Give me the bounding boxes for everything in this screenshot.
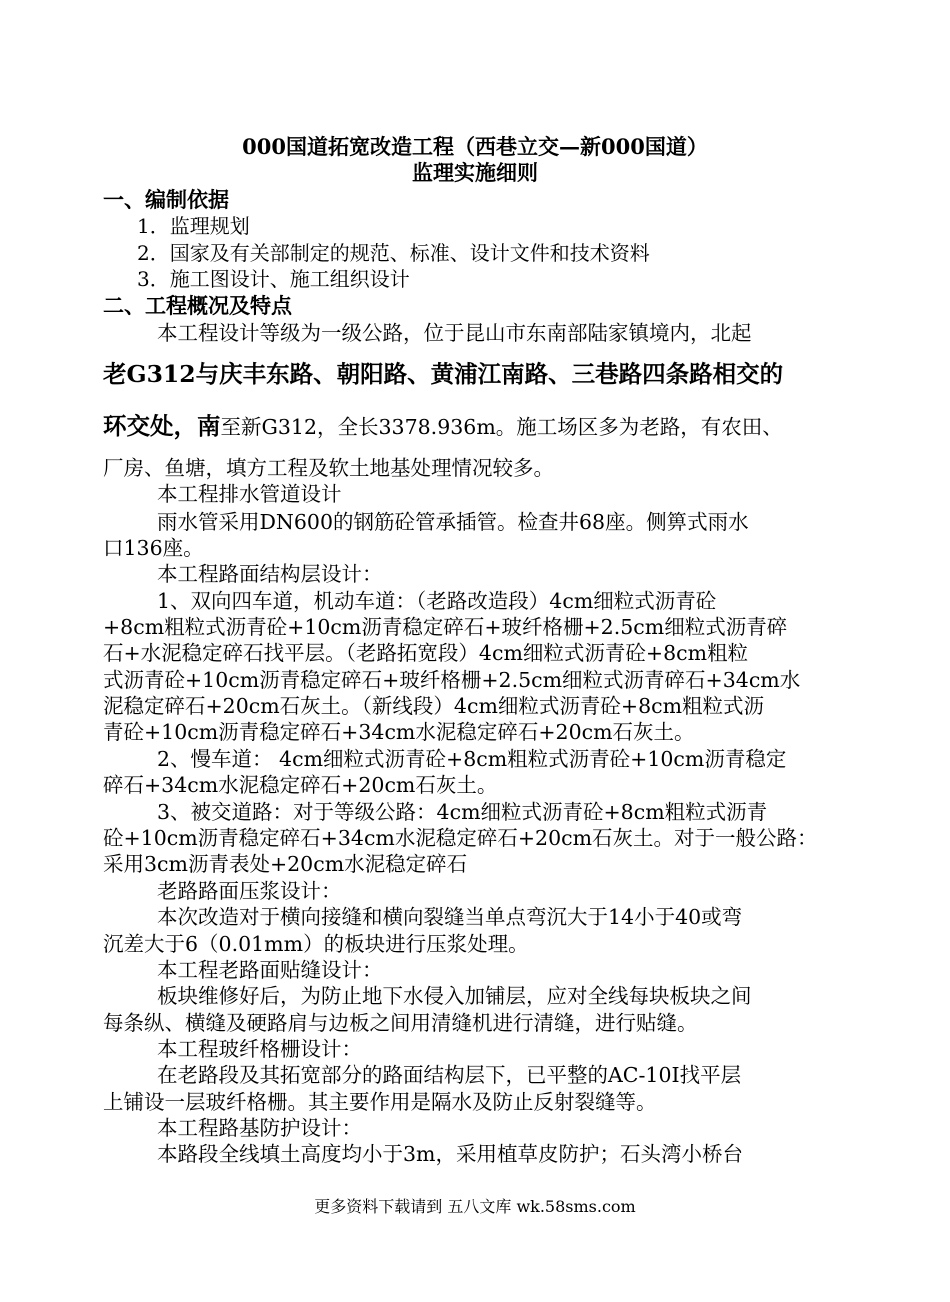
section-heading-overview: 二、工程概况及特点	[103, 293, 292, 318]
footer-link-text: 更多资料下载请到 五八文库 wk.58sms.com	[314, 1197, 636, 1216]
paragraph-line: 沉差大于6（0.01mm）的板块进行压浆处理。	[103, 932, 529, 956]
paragraph-line: +8cm粗粒式沥青砼+10cm沥青稳定碎石+玻纤格栅+2.5cm细粒式沥青碎	[103, 615, 788, 639]
paragraph-line: 泥稳定碎石+20cm石灰土。（新线段）4cm细粒式沥青砼+8cm粗粒式沥	[103, 694, 765, 718]
section-heading-basis: 一、编制依据	[103, 187, 229, 212]
paragraph-line: 本工程路面结构层设计：	[157, 562, 383, 586]
basis-item: 3．施工图设计、施工组织设计	[137, 267, 410, 291]
paragraph-line: 碎石+34cm水泥稳定碎石+20cm石灰土。	[103, 773, 498, 797]
paragraph-line: 雨水管采用DN600的钢筋砼管承插管。检查井68座。侧箅式雨水	[157, 510, 749, 534]
paragraph-line: 本路段全线填土高度均小于3m，采用植草皮防护；石头湾小桥台	[157, 1142, 743, 1166]
paragraph-line: 本工程玻纤格栅设计：	[157, 1037, 362, 1061]
paragraph-line: 本工程排水管道设计	[157, 482, 342, 506]
paragraph-line: 口136座。	[103, 536, 204, 560]
paragraph-line: 本工程老路面贴缝设计：	[157, 958, 383, 982]
paragraph-line: 老路路面压浆设计：	[157, 879, 342, 903]
paragraph-line: 式沥青砼+10cm沥青稳定碎石+玻纤格栅+2.5cm细粒式沥青碎石+34cm水	[103, 668, 801, 692]
basis-item: 1．监理规划	[137, 214, 250, 238]
paragraph-line: 老G312与庆丰东路、朝阳路、黄浦江南路、三巷路四条路相交的	[103, 360, 784, 388]
paragraph-bold-text: 环交处，南	[103, 412, 221, 440]
basis-item: 2．国家及有关部制定的规范、标准、设计文件和技术资料	[137, 241, 650, 265]
paragraph-line: 砼+10cm沥青稳定碎石+34cm水泥稳定碎石+20cm石灰土。对于一般公路：	[103, 826, 818, 850]
paragraph-line: 板块维修好后，为防止地下水侵入加铺层，应对全线每块板块之间	[157, 984, 752, 1008]
paragraph-line: 本工程路基防护设计：	[157, 1116, 362, 1140]
paragraph-line: 石+水泥稳定碎石找平层。（老路拓宽段）4cm细粒式沥青砼+8cm粗粒	[103, 641, 749, 665]
paragraph-line: 采用3cm沥青表处+20cm水泥稳定碎石	[103, 852, 468, 876]
paragraph-line: 本工程设计等级为一级公路，位于昆山市东南部陆家镇境内，北起	[157, 321, 752, 345]
paragraph-line: 青砼+10cm沥青稳定碎石+34cm水泥稳定碎石+20cm石灰土。	[103, 720, 695, 744]
paragraph-line: 上铺设一层玻纤格栅。其主要作用是隔水及防止反射裂缝等。	[103, 1090, 657, 1114]
paragraph-line: 每条纵、横缝及硬路肩与边板之间用清缝机进行清缝，进行贴缝。	[103, 1011, 698, 1035]
paragraph-line: 在老路段及其拓宽部分的路面结构层下，已平整的AC-10Ⅰ找平层	[157, 1063, 742, 1087]
paragraph-line: 2、慢车道： 4cm细粒式沥青砼+8cm粗粒式沥青砼+10cm沥青稳定	[157, 747, 787, 771]
paragraph-line: 3、被交道路：对于等级公路：4cm细粒式沥青砼+8cm粗粒式沥青	[157, 800, 768, 824]
document-subtitle: 监理实施细则	[412, 160, 538, 185]
document-title: 000国道拓宽改造工程（西巷立交—新000国道）	[242, 134, 708, 159]
paragraph-line: 厂房、鱼塘，填方工程及软土地基处理情况较多。	[103, 456, 554, 480]
paragraph-line	[103, 413, 851, 441]
paragraph-line: 1、双向四车道，机动车道：（老路改造段）4cm细粒式沥青砼	[157, 589, 717, 613]
paragraph-text: 至新G312，全长3378.936m。施工场区多为老路，有农田、	[220, 415, 783, 439]
paragraph-line: 本次改造对于横向接缝和横向裂缝当单点弯沉大于14小于40或弯	[157, 905, 743, 929]
